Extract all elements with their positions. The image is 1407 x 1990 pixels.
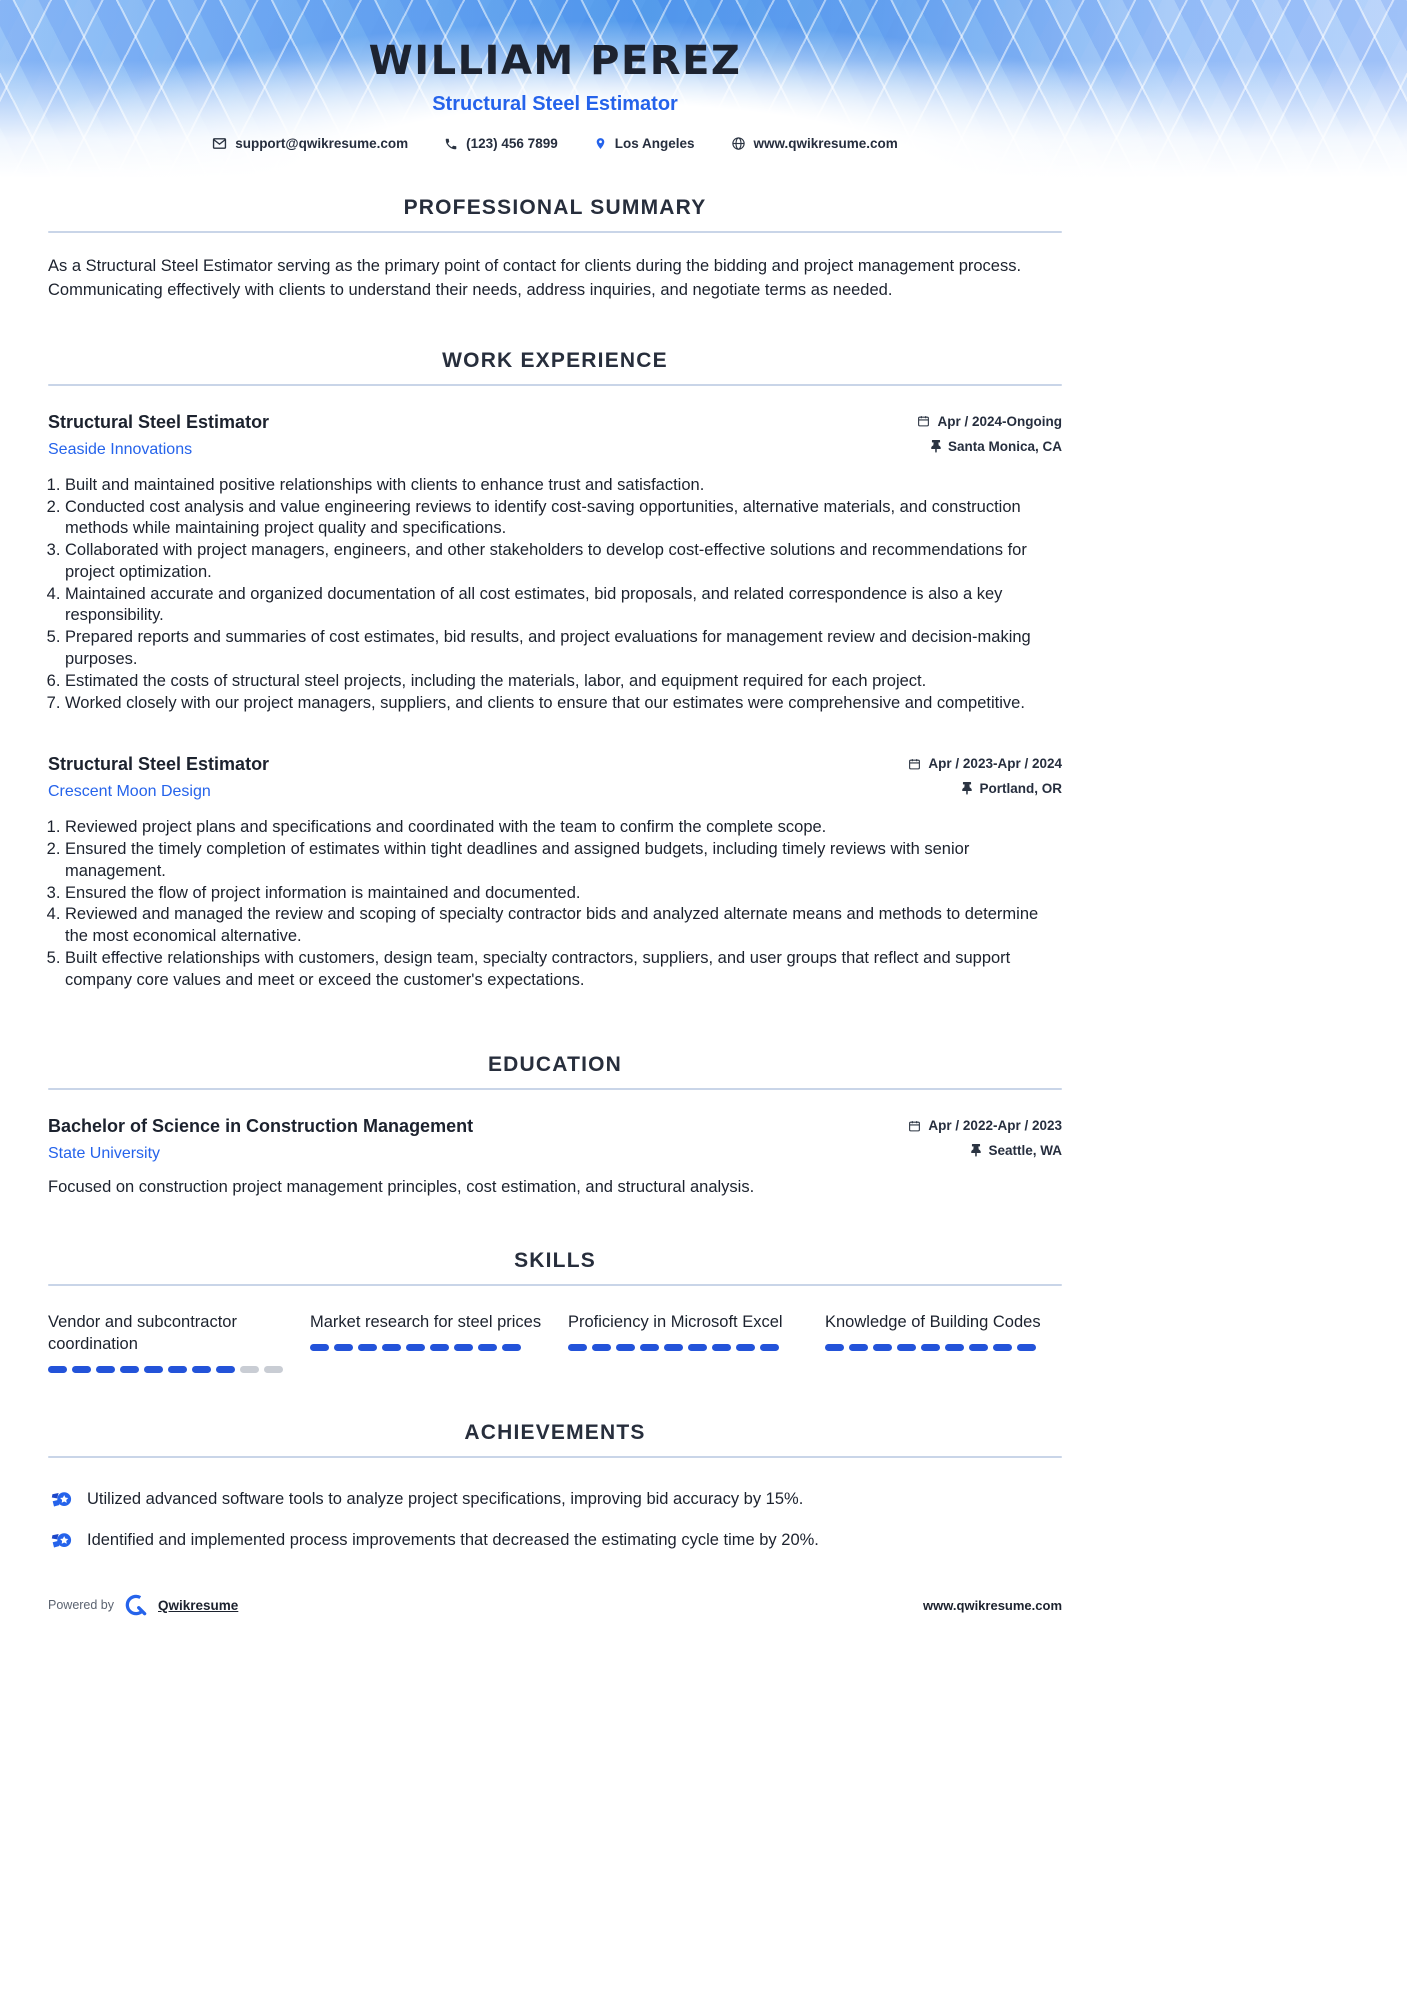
education-location-row	[908, 1143, 1062, 1158]
contact-phone[interactable]	[444, 136, 558, 151]
section-professional-summary	[48, 196, 1062, 303]
section-divider	[48, 1284, 1062, 1286]
contact-website[interactable]	[731, 136, 898, 151]
education-location: Seattle, WA	[988, 1143, 1062, 1159]
skill-segment	[48, 1366, 67, 1373]
skill-label: Proficiency in Microsoft Excel	[568, 1313, 783, 1332]
skill-segment	[1017, 1344, 1036, 1351]
skill-segment	[430, 1344, 449, 1351]
calendar-icon	[917, 414, 930, 428]
qwikresume-logo-icon	[123, 1592, 149, 1618]
skill-segment	[168, 1366, 187, 1373]
section-skills	[48, 1249, 1062, 1373]
job-bullet: 5. Prepared reports and summaries of cost estimates, bid results, and project evaluations for management review and decision-making purposes.	[65, 627, 1062, 671]
education-description: Focused on construction project management principles, cost estimation, and structural analysis.	[48, 1178, 755, 1197]
job-bullet-list	[48, 817, 1062, 991]
globe-icon	[731, 136, 746, 151]
candidate-job-title: Structural Steel Estimator	[432, 93, 678, 115]
skill-level-bar	[825, 1344, 1062, 1351]
job-header	[48, 754, 1062, 801]
job-location: Santa Monica, CA	[947, 438, 1062, 454]
section-education	[48, 1053, 1062, 1199]
skill-segment	[712, 1344, 731, 1351]
skills-grid	[48, 1312, 1062, 1373]
degree-title: Bachelor of Science in Construction Management	[48, 1116, 474, 1137]
job-meta-block	[908, 754, 1062, 796]
section-achievements	[48, 1421, 1062, 1552]
skill-segment	[897, 1344, 916, 1351]
education-entry	[48, 1116, 1062, 1199]
skill-segment	[592, 1344, 611, 1351]
skill-label: Vendor and subcontractor coordination	[48, 1313, 237, 1354]
skill-segment	[192, 1366, 211, 1373]
job-dates-row	[917, 414, 1062, 429]
header-content	[48, 0, 1062, 151]
skill-item	[310, 1312, 568, 1373]
contact-row	[48, 136, 1062, 151]
job-bullet-list	[48, 475, 1062, 714]
powered-by-label: Powered by	[48, 1598, 115, 1613]
achievement-item	[50, 1488, 1062, 1511]
skills-heading: SKILLS	[514, 1249, 596, 1273]
job-bullet: 3. Collaborated with project managers, engineers, and other stakeholders to develop cost-effective solutions and recommendations for project optimization.	[65, 540, 1062, 584]
skill-segment	[454, 1344, 473, 1351]
contact-website-text: www.qwikresume.com	[753, 136, 898, 151]
skill-segment	[760, 1344, 779, 1351]
pushpin-icon	[931, 440, 941, 453]
job-title-block	[48, 754, 269, 801]
job-bullet: 1. Reviewed project plans and specifications and coordinated with the team to confirm the complete scope.	[65, 817, 1062, 839]
candidate-name: WILLIAM PEREZ	[368, 38, 742, 84]
contact-email[interactable]	[212, 136, 408, 151]
job-dates: Apr / 2023-Apr / 2024	[928, 756, 1062, 772]
email-icon	[212, 136, 227, 151]
job-bullet: 2. Conducted cost analysis and value engineering reviews to identify cost-saving opportunities, alternative materials, and construction methods while maintaining project quality and specifications.	[65, 497, 1062, 541]
job-header	[48, 412, 1062, 459]
achievement-text: Utilized advanced software tools to analyze project specifications, improving bid accuracy by 15%.	[87, 1490, 804, 1509]
contact-location-text: Los Angeles	[614, 136, 695, 151]
skill-segment	[568, 1344, 587, 1351]
skill-segment	[96, 1366, 115, 1373]
achievement-text: Identified and implemented process improvements that decreased the estimating cycle time by 20%.	[87, 1531, 819, 1550]
job-entry-2	[48, 754, 1062, 991]
job-entry-1	[48, 412, 1062, 714]
phone-icon	[444, 137, 458, 151]
job-location-row	[908, 781, 1062, 796]
job-bullet: 7. Worked closely with our project managers, suppliers, and clients to ensure that our estimates were comprehensive and competitive.	[65, 693, 1062, 715]
job-company: Seaside Innovations	[48, 440, 193, 458]
skill-segment	[144, 1366, 163, 1373]
skill-item	[825, 1312, 1062, 1373]
job-dates: Apr / 2024-Ongoing	[937, 413, 1062, 429]
skill-segment	[310, 1344, 329, 1351]
skill-segment	[921, 1344, 940, 1351]
job-company: Crescent Moon Design	[48, 783, 211, 801]
achievements-list	[48, 1488, 1062, 1552]
footer	[48, 1592, 1062, 1618]
contact-email-text: support@qwikresume.com	[235, 136, 409, 151]
pushpin-icon	[962, 782, 972, 795]
job-location: Portland, OR	[979, 781, 1062, 797]
medal-icon	[50, 1488, 73, 1511]
skill-segment	[825, 1344, 844, 1351]
skill-segment	[688, 1344, 707, 1351]
calendar-icon	[908, 757, 921, 771]
job-bullet: 5. Built effective relationships with customers, design team, specialty contractors, suppliers, and user groups that reflect and support company core values and meet or exceed the customer's expectations.	[65, 948, 1062, 992]
skill-segment	[72, 1366, 91, 1373]
job-location-row	[917, 439, 1062, 454]
job-bullet: 2. Ensured the timely completion of estimates within tight deadlines and assigned budgets, including timely reviews with senior management.	[65, 839, 1062, 883]
skill-segment	[264, 1366, 283, 1373]
job-title: Structural Steel Estimator	[48, 411, 270, 432]
pushpin-icon	[971, 1144, 981, 1157]
job-bullet: 4. Maintained accurate and organized documentation of all cost estimates, bid proposals, and related correspondence is also a key responsibility.	[65, 584, 1062, 628]
job-dates-row	[908, 756, 1062, 771]
summary-text: As a Structural Steel Estimator serving as the primary point of contact for clients during the bidding and project management process. Communicating effectively with clients to understand their needs, address inquiries, and negotiate terms as needed.	[48, 257, 1022, 299]
footer-website: www.qwikresume.com	[923, 1597, 1062, 1613]
skill-segment	[616, 1344, 635, 1351]
skill-segment	[240, 1366, 259, 1373]
location-icon	[594, 136, 607, 151]
summary-heading: PROFESSIONAL SUMMARY	[403, 196, 707, 219]
contact-phone-text: (123) 456 7899	[466, 136, 558, 151]
education-header	[48, 1116, 1062, 1163]
skill-level-bar	[48, 1366, 284, 1373]
achievements-heading: ACHIEVEMENTS	[464, 1421, 646, 1445]
experience-heading: WORK EXPERIENCE	[442, 348, 668, 372]
skill-segment	[969, 1344, 988, 1351]
skill-item	[48, 1312, 310, 1373]
skill-level-bar	[310, 1344, 542, 1351]
skill-segment	[358, 1344, 377, 1351]
skill-segment	[736, 1344, 755, 1351]
skill-segment	[664, 1344, 683, 1351]
skill-segment	[945, 1344, 964, 1351]
section-work-experience	[48, 349, 1062, 992]
section-divider	[48, 1456, 1062, 1458]
skill-segment	[120, 1366, 139, 1373]
job-bullet: 4. Reviewed and managed the review and scoping of specialty contractor bids and analyzed alternate means and methods to determine the most economical alternative.	[65, 904, 1062, 948]
skill-segment	[640, 1344, 659, 1351]
skill-segment	[382, 1344, 401, 1351]
header-banner	[0, 0, 1407, 178]
footer-brand-block	[48, 1592, 238, 1618]
skill-segment	[502, 1344, 521, 1351]
skill-segment	[849, 1344, 868, 1351]
medal-icon	[50, 1529, 73, 1552]
education-dates: Apr / 2022-Apr / 2023	[928, 1118, 1062, 1134]
skill-segment	[334, 1344, 353, 1351]
skill-segment	[478, 1344, 497, 1351]
education-title-block	[48, 1116, 473, 1163]
education-dates-row	[908, 1118, 1062, 1133]
job-bullet: 1. Built and maintained positive relationships with clients to enhance trust and satisfaction.	[65, 475, 1062, 497]
skill-item	[568, 1312, 825, 1373]
education-heading: EDUCATION	[487, 1053, 623, 1077]
skill-segment	[406, 1344, 425, 1351]
section-divider	[48, 384, 1062, 386]
education-meta-block	[908, 1116, 1062, 1158]
job-meta-block	[917, 412, 1062, 454]
job-bullet: 6. Estimated the costs of structural steel projects, including the materials, labor, and equipment required for each project.	[65, 671, 1062, 693]
job-title: Structural Steel Estimator	[48, 754, 270, 775]
job-bullet: 3. Ensured the flow of project information is maintained and documented.	[65, 883, 1062, 905]
achievement-item	[50, 1529, 1062, 1552]
skill-label: Knowledge of Building Codes	[825, 1313, 1041, 1332]
section-divider	[48, 1088, 1062, 1090]
qwikresume-link[interactable]: Qwikresume	[158, 1597, 239, 1613]
job-title-block	[48, 412, 269, 459]
skill-segment	[873, 1344, 892, 1351]
school-name: State University	[48, 1145, 161, 1163]
contact-location	[594, 136, 695, 151]
section-divider	[48, 231, 1062, 233]
calendar-icon	[908, 1119, 921, 1133]
skill-segment	[216, 1366, 235, 1373]
skill-label: Market research for steel prices	[310, 1313, 542, 1332]
skill-segment	[993, 1344, 1012, 1351]
skill-level-bar	[568, 1344, 799, 1351]
